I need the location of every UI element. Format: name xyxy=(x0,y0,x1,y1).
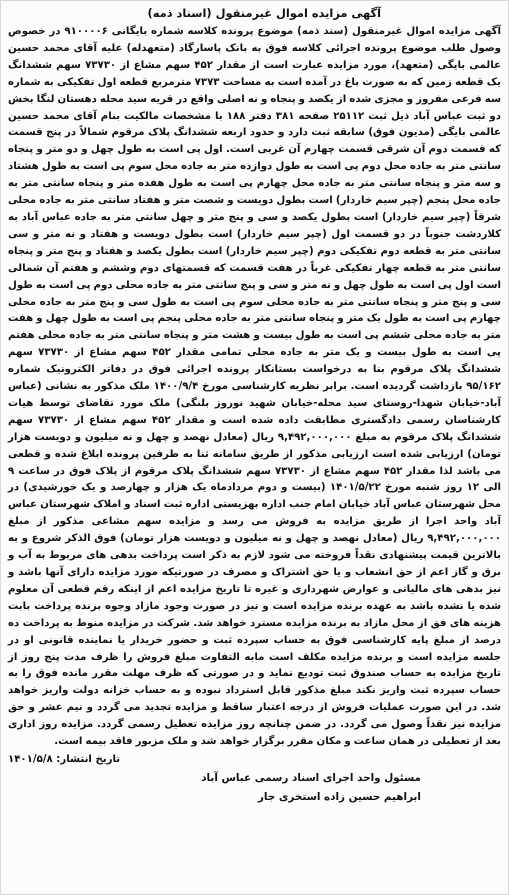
signature-title: مسئول واحد اجرای اسناد رسمی عباس آباد xyxy=(201,771,421,784)
notice-body: آگهی مزایده اموال غیرمنقول (سند ذمه) موضوع پرونده کلاسه شماره بایگانی ۹۱۰۰۰۰۶ در خصوص وصول طلب موضوع پرونده اجرائی کلاسه فوق به بانک پاسارگاد (متعهدله) علیه آقای محمد حسین عالمی بایگی (متعهد)، مورد مزایده عبارت است از مقدار ۴۵۲ سهم مشاع از ۷۳۷۳۰ سهم ششدانگ یک قطعه زمین که به صورت باغ در آمده است به مساحت ۷۳۷۳ مترمربع قطعه اول تفکیکی به شماره سه فرعی مفروز و مجزی شده از یکصد و پنجاه و نه اصلی واقع در قریه سید محله دهستان لنگا بخش دو ثبت عباس آباد ذیل ثبت ۲۵۱۱۲ صفحه ۳۸۱ دفتر ۱۸۸ با مشخصات مالکیت بنام آقای محمد حسین عالمی بایگی (مدیون فوق) سابقه ثبت دارد و حدود اربعه ششدانگ پلاک مرقوم شمالاً در پنج قسمت که قسمت دوم آن شرقی قسمت چهارم آن غربی است. اول پی است به طول چهل و دو متر و پنجاه سانتی متر به جاده محل دوم پی است به طول دوازده متر به جاده محل سوم پی است به طول هشتاد و سه متر و پنجاه سانتی متر به جاده محل چهارم پی است به طول هفده متر و پنجاه سانتی متر به جاده محل پنجم (چپر سیم خاردار) است بطول دویست و شصت متر و هفتاد سانتی متر به جاده محلی شرقاً (چپر سیم خاردار) است بطول یکصد و سی و پنج متر و چهل سانتی متر به جاده عباس آباد به کلاردشت جنوباً در دو قسمت اول (چپر سیم خاردار) است بطول دویست و هفتاد و نه متر و سی سانتی متر به قطعه دوم تفکیکی دوم (چپر سیم خاردار) است بطول یکصد و هفتاد و پنج متر و پنجاه سانتی متر به قطعه چهار تفکیکی غرباً در هفت قسمت که قسمتهای دوم وششم و هفتم آن شمالی است اول پی است به طول چهل و نه متر و سی و پنج سانتی متر به جاده محلی دوم پی است به طول سی و پنج متر و پنجاه سانتی متر به جاده محلی سوم پی است به طول سی و پنج متر به جاده محلی چهارم پی است به طول یک متر و پنجاه سانتی متر به جاده محلی پنجم پی است به طول چهل و هفت متر به جاده محلی ششم پی است به طول بیست و هشت متر و پنجاه سانتی متر به جاده محلی هفتم پی است به طول بیست و یک متر به جاده محلی تمامی مقدار ۴۵۲ سهم مشاع از ۷۳۷۳۰ سهم ششدانگ پلاک مرقوم بنا به درخواست بستانکار پرونده اجرائی فوق در دفاتر الکترونیک شماره ۹۵/۱۶۲ بازداشت گردیده است. برابر نظریه کارشناسی مورخ ۱۴۰۰/۹/۴ ملک مذکور به نشانی (عباس آباد-خیابان شهدا-روستای سید محله-خیابان شهید نوروز بلنگی) ملک مورد تقاضای توسط هیات کارشناسان رسمی دادگستری مطابقت داده شده است و مقدار ۴۵۲ سهم مشاع از ۷۳۷۳۰ سهم ششدانگ پلاک مرقوم به مبلغ ۹,۴۹۲,۰۰۰,۰۰۰ ریال (معادل نهصد و چهل و نه میلیون و دویست هزار تومان) ارزیابی شده است ارزیابی مذکور از طریق سامانه ثنا به طرفین پرونده ابلاغ شده و قطعی می باشد لذا مقدار ۴۵۲ سهم مشاع از ۷۳۷۳۰ سهم ششدانگ پلاک مرقوم از پلاک فوق در ساعت ۹ الی ۱۲ روز شنبه مورخ ۱۴۰۱/۵/۲۲ (بیست و دوم مردادماه یک هزار و چهارصد و یک خورشیدی) در محل شهرستان عباس آباد خیابان امام جنب اداره بهزیستی اداره ثبت اسناد و املاک شهرستان عباس آباد واحد اجرا از طریق مزایده به فروش می رسد و مزایده سهم مشاعی مذکور از مبلغ ۹,۴۹۲,۰۰۰,۰۰۰ ریال (معادل نهصد و چهل و نه میلیون و دویست هزار تومان) فوق الذکر شروع و به بالاترین قیمت پیشنهادی نقداً فروخته می شود لازم به ذکر است پرداخت بدهی های مربوط به آب و برق و گاز اعم از حق انشعاب و یا حق اشتراک و مصرف در صورتیکه مورد مزایده دارای آنها باشد و نیز بدهی های مالیاتی و عوارض شهرداری و غیره تا تاریخ مزایده اعم از اینکه رقم قطعی آن معلوم شده یا نشده باشد به عهده برنده مزایده است و نیز در صورت وجود مازاد وجوه برنده پرداخت بابت هزینه های فق از محل مازاد به برنده مزایده مسترد خواهد شد. شرکت در مزایده منوط به پرداخت ده درصد از مبلغ پایه کارشناسی فوق به حساب سپرده ثبت و حضور خریدار یا نماینده قانونی او در جلسه مزایده است و برنده مزایده مکلف است مابه التفاوت مبلغ فروش را ظرف مدت پنج روز از تاریخ مزایده به حساب صندوق ثبت تودیع نماید و در صورتی که ظرف مهلت مقرر مانده فوق را به حساب سپرده ثبت واریز نکند مبلغ مذکور قابل استرداد نبوده و به حساب خزانه دولت واریز خواهد شد. در این صورت عملیات فروش از درجه اعتبار ساقط و مزایده تجدید می گردد و نیم عشر و حق مزایده نیز نقداً وصول می گردد. در ضمن چنانچه روز مزایده تعطیل رسمی گردد. مزایده روز اداری بعد از تعطیلی در همان ساعت و مکان مقرر برگزار خواهد شد و ملک مزبور فاقد بیمه است. xyxy=(8,26,502,748)
publish-date: تاریخ انتشار: ۱۴۰۱/۵/۸ xyxy=(8,753,121,765)
signature-name: ابراهیم حسین زاده استخری جار xyxy=(257,790,421,803)
notice-title: آگهی مزایده اموال غیرمنقول (اسناد ذمه) xyxy=(147,6,381,20)
